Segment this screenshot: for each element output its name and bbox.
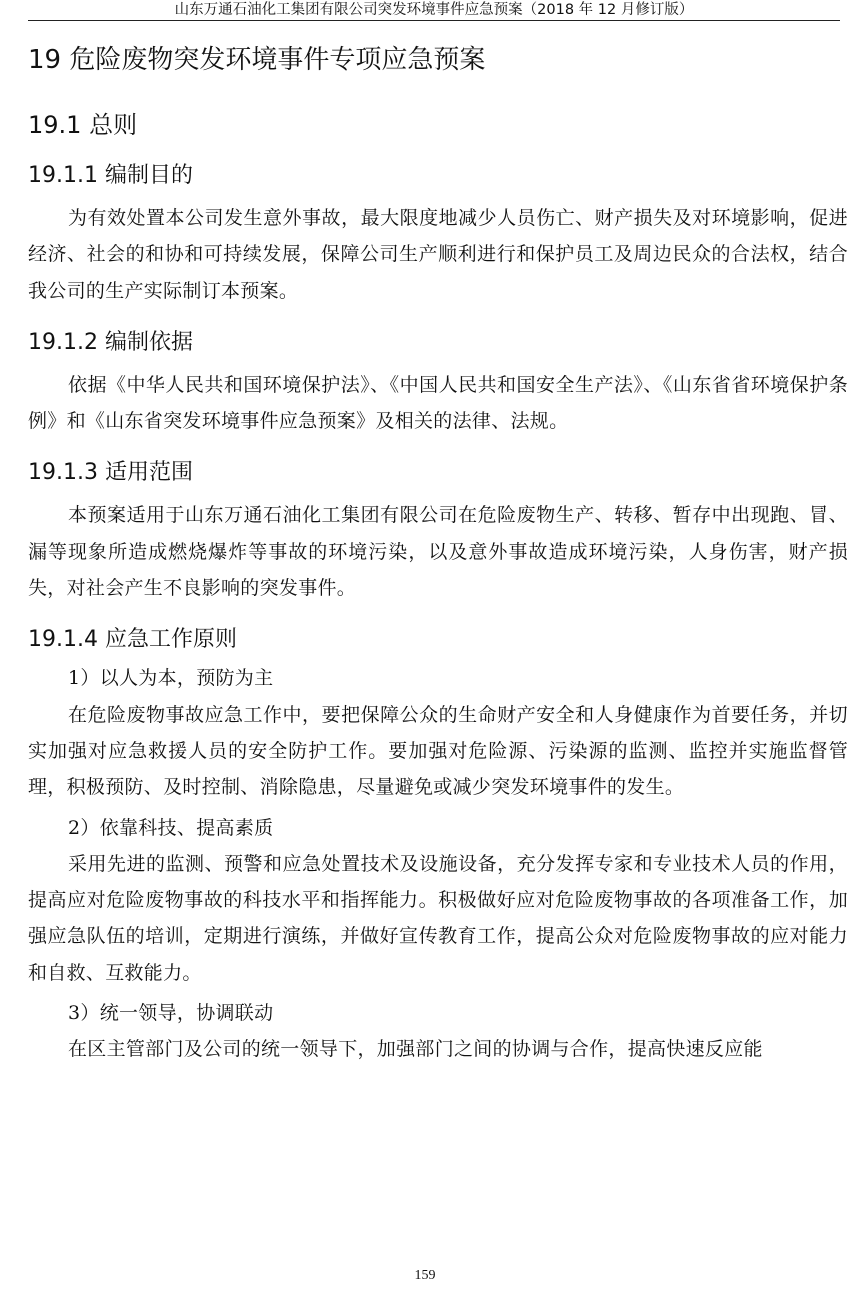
principle-label-3: 3）统一领导，协调联动 bbox=[68, 1002, 274, 1025]
paragraph-scope: 本预案适用于山东万通石油化工集团有限公司在危险废物生产、转移、暂存中出现跑、冒、漏等现象所造成燃烧爆炸等事故的环境污染，以及意外事故造成环境污染，人身伤害，财产损失，对社会产生不良影响的突发事件。 bbox=[28, 504, 848, 600]
subsection-title-purpose: 19.1.1 编制目的 bbox=[28, 163, 193, 188]
principle-paragraph-1: 在危险废物事故应急工作中，要把保障公众的生命财产安全和人身健康作为首要任务，并切实加强对应急救援人员的安全防护工作。要加强对危险源、污染源的监测、监控并实施监督管理，积极预防、及时控制、消除隐患，尽量避免或减少突发环境事件的发生。 bbox=[28, 703, 848, 799]
chapter-title: 19 危险废物突发环境事件专项应急预案 bbox=[28, 45, 486, 75]
document-body bbox=[28, 30, 848, 1068]
subsection-title-principles: 19.1.4 应急工作原则 bbox=[28, 627, 237, 653]
paragraph-basis: 依据《中华人民共和国环境保护法》、《中国人民共和国安全生产法》、《山东省省环境保护条例》和《山东省突发环境事件应急预案》及相关的法律、法规。 bbox=[28, 373, 848, 433]
principle-label-1: 1）以人为本，预防为主 bbox=[68, 667, 274, 690]
running-header: 山东万通石油化工集团有限公司突发环境事件应急预案（2018 年 12 月修订版） bbox=[28, 0, 840, 21]
section-title: 19.1 总则 bbox=[28, 111, 138, 139]
subsection-title-scope: 19.1.3 适用范围 bbox=[28, 460, 193, 486]
principle-paragraph-3: 在区主管部门及公司的统一领导下，加强部门之间的协调与合作，提高快速反应能 bbox=[68, 1038, 763, 1061]
subsection-title-basis: 19.1.2 编制依据 bbox=[28, 329, 193, 355]
principle-label-2: 2）依靠科技、提高素质 bbox=[68, 816, 274, 839]
page-number: 159 bbox=[414, 1268, 436, 1283]
paragraph-purpose: 为有效处置本公司发生意外事故，最大限度地减少人员伤亡、财产损失及对环境影响，促进经济、社会的和协和可持续发展，保障公司生产顺利进行和保护员工及周边民众的合法权，结合我公司的生产实际制订本预案。 bbox=[28, 207, 848, 302]
principle-paragraph-2: 采用先进的监测、预警和应急处置技术及设施设备，充分发挥专家和专业技术人员的作用，提高应对危险废物事故的科技水平和指挥能力。积极做好应对危险废物事故的各项准备工作，加强应急队伍的培训，定期进行演练，并做好宣传教育工作，提高公众对危险废物事故的应对能力和自救、互救能力。 bbox=[28, 852, 848, 984]
